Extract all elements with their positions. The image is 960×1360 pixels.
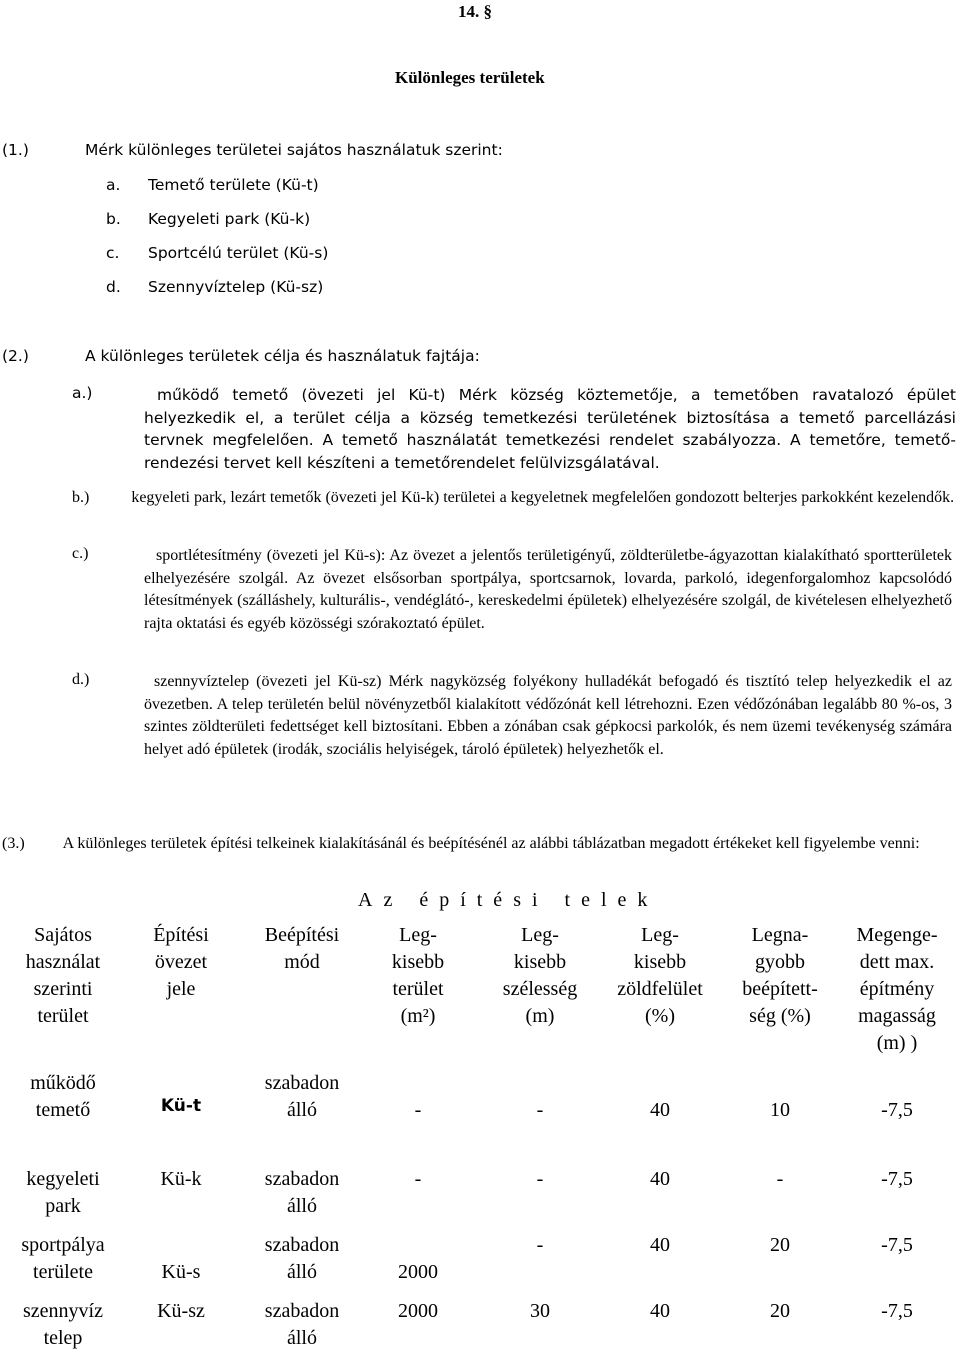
- section-1-text: Mérk különleges területei sajátos használatuk szerint:: [85, 141, 503, 159]
- section-3-number: (3.): [2, 835, 25, 852]
- row-mode: szabadon álló: [264, 1072, 340, 1121]
- section-1-number: (1.): [2, 141, 29, 159]
- row-zone: Kü-t: [160, 1096, 202, 1116]
- list-item-letter: c.: [106, 244, 120, 262]
- row-green: 40: [650, 1168, 670, 1190]
- row-green: 40: [650, 1300, 670, 1322]
- item-c-label: c.): [72, 545, 89, 562]
- item-b-label: b.): [72, 489, 90, 506]
- list-item: Szennyvíztelep (Kü-sz): [148, 278, 324, 296]
- row-width: 30: [530, 1300, 550, 1322]
- row-zone: Kü-sz: [157, 1300, 205, 1322]
- row-built: -: [776, 1168, 784, 1190]
- header-area: Leg- kisebb terület (m²): [391, 924, 445, 1027]
- row-area: 2000: [398, 1300, 438, 1322]
- row-area: -: [414, 1099, 422, 1121]
- header-built: Legna- gyobb beépített- ség (%): [742, 924, 818, 1027]
- item-a-label: a.): [72, 384, 93, 402]
- row-built: 20: [770, 1234, 790, 1256]
- section-2-text: A különleges területek célja és használatuk fajtája:: [85, 347, 480, 365]
- row-width: -: [536, 1168, 544, 1190]
- page-number: 14. §: [458, 2, 492, 21]
- row-width: -: [536, 1099, 544, 1121]
- item-b-text: kegyeleti park, lezárt temetők (övezeti jel Kü-k) területei a kegyeletnek megfelelően gondozott belterjes parkokként kezelendők.: [131, 489, 955, 506]
- item-d-label: d.): [72, 671, 90, 688]
- row-built: 10: [770, 1099, 790, 1121]
- section-2-number: (2.): [2, 347, 29, 365]
- header-green: Leg- kisebb zöldfelület (%): [617, 924, 703, 1027]
- list-item: Temető területe (Kü-t): [148, 176, 319, 194]
- header-use: Sajátos használat szerinti terület: [25, 924, 101, 1027]
- row-zone: Kü-k: [160, 1168, 202, 1190]
- row-use: működő temető: [30, 1072, 96, 1121]
- header-width: Leg- kisebb szélesség (m): [502, 924, 578, 1027]
- item-d-text: szennyvíztelep (övezeti jel Kü-sz) Mérk nagyközség folyékony hulladékát befogadó és tisztító telep helyezkedik el az övezetben. A telep területén belül növényzetből kialakított védőzónát kell létrehozni. Ezen védőzónában legalább 80 %-os, 3 szintes zöldterületi fedettséget kell biztosítani. Ebben a zónában csak gépkocsi parkolók, és nem üzemi tevékenység számára helyet adó épületek (irodák, szociális helyiségek, tároló épületek) helyezhetők el.: [144, 673, 952, 758]
- row-area: 2000: [398, 1261, 438, 1283]
- row-height: -7,5: [881, 1168, 913, 1190]
- row-green: 40: [650, 1234, 670, 1256]
- item-c-text: sportlétesítmény (övezeti jel Kü-s): Az övezet a jelentős területigényű, zöldterületbe-ágyazottan kialakítható sportterületek elhelyezésére szolgál. Az övezet elsősorban sportpálya, sportcsarnok, lovarda, parkoló, idegenforgalomhoz kapcsolódó létesítmények (szálláshely, kulturális-, vendéglátó-, kereskedelmi épületek) elhelyezésére szolgál, de kivételesen elhelyezhető rajta oktatási és egyéb közösségi szórakoztató épület.: [144, 547, 952, 632]
- row-green: 40: [650, 1099, 670, 1121]
- row-use: kegyeleti park: [26, 1168, 100, 1217]
- row-use: sportpálya területe: [21, 1234, 105, 1283]
- header-mode: Beépítési mód: [264, 924, 340, 973]
- item-a-text: működő temető (övezeti jel Kü-t) Mérk község köztemetője, a temetőben ravatalozó épület helyezkedik el, a terület célja a község temetkezési területének biztosítása a temető parcellázási tervnek megfelelően. A temető használatát temetkezési rendelet szabályozza. A temetőre, temető-rendezési tervet kell készíteni a temetőrendelet felülvizsgálatával.: [144, 386, 956, 472]
- row-area: -: [414, 1168, 422, 1190]
- row-mode: szabadon álló: [264, 1168, 340, 1217]
- row-zone: Kü-s: [161, 1261, 201, 1283]
- list-item: Kegyeleti park (Kü-k): [148, 210, 311, 228]
- row-built: 20: [770, 1300, 790, 1322]
- header-height: Megenge- dett max. építmény magasság (m) ): [856, 924, 938, 1054]
- page-title: Különleges területek: [395, 68, 545, 87]
- section-3-text: A különleges területek építési telkeinek kialakításánál és beépítésénél az alábbi táblázatban megadott értékeket kell figyelembe venni:: [62, 835, 920, 852]
- row-height: -7,5: [881, 1300, 913, 1322]
- list-item: Sportcélú terület (Kü-s): [148, 244, 329, 262]
- row-mode: szabadon álló: [264, 1234, 340, 1283]
- row-width: -: [536, 1234, 544, 1256]
- row-use: szennyvíz telep: [23, 1300, 103, 1349]
- list-item-letter: b.: [106, 210, 121, 228]
- row-height: -7,5: [881, 1099, 913, 1121]
- header-zone: Építési övezet jele: [153, 924, 209, 1000]
- row-height: -7,5: [881, 1234, 913, 1256]
- list-item-letter: d.: [106, 278, 121, 296]
- row-mode: szabadon álló: [264, 1300, 340, 1349]
- list-item-letter: a.: [106, 176, 121, 194]
- table-group-header: Az építési telek: [358, 889, 659, 911]
